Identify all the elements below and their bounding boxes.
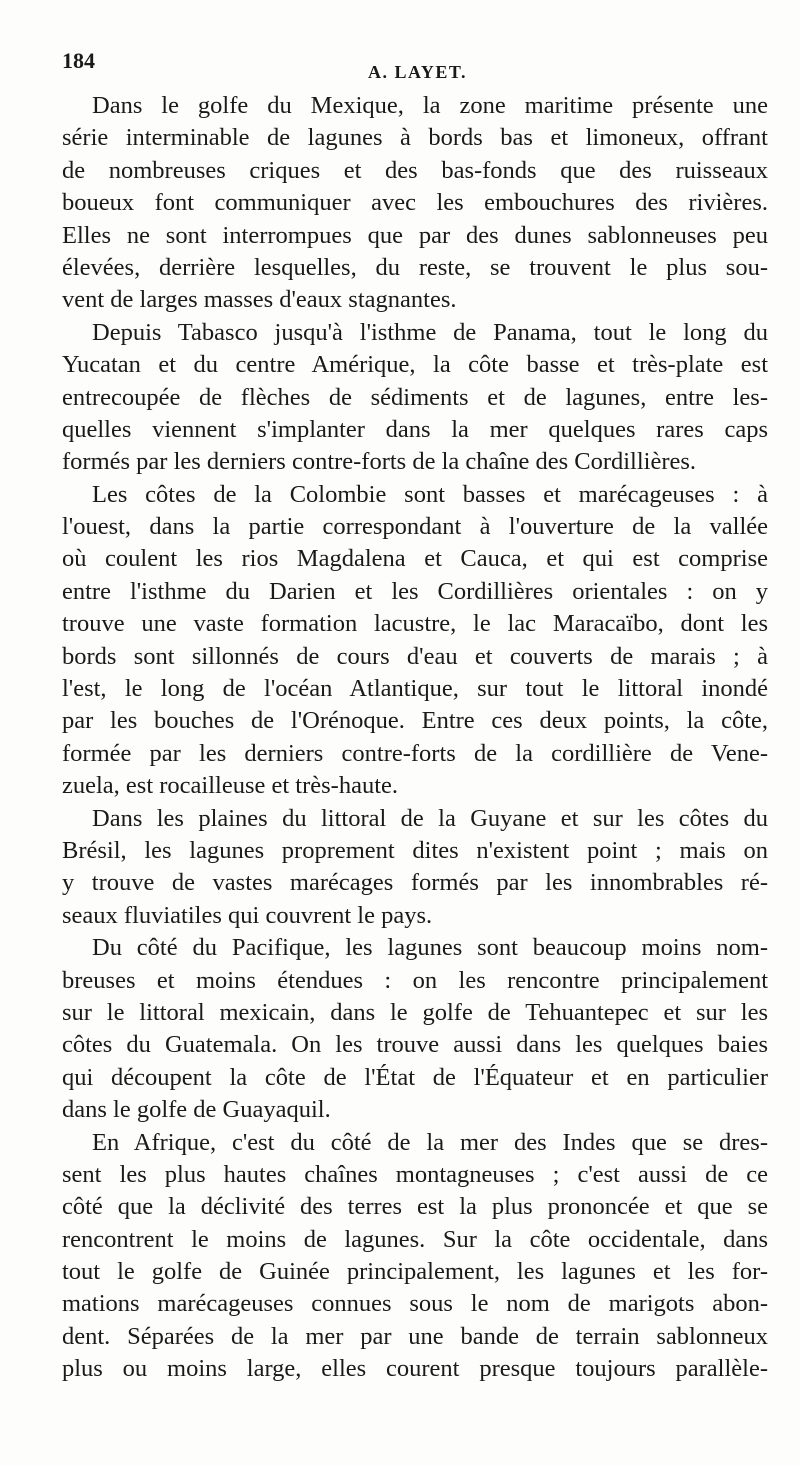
text-line: de nombreuses criques et des bas-fonds que des ruisseaux — [62, 156, 768, 184]
text-line: entrecoupée de flèches de sédiments et de lagunes, entre les- — [62, 383, 768, 411]
text-line: série interminable de lagunes à bords bas et limoneux, offrant — [62, 124, 768, 152]
text-line: breuses et moins étendues : on les rencontre principalement — [62, 966, 768, 994]
text-line: sur le littoral mexicain, dans le golfe de Tehuantepec et sur les — [62, 998, 768, 1026]
text-line: par les bouches de l'Orénoque. Entre ces deux points, la côte, — [62, 707, 768, 735]
text-line: Depuis Tabasco jusqu'à l'isthme de Panama, tout le long du — [92, 318, 768, 346]
text-line: bords sont sillonnés de cours d'eau et couverts de marais ; à — [62, 642, 768, 670]
text-line: côté que la déclivité des terres est la plus prononcée et que se — [62, 1193, 768, 1221]
text-line: tout le golfe de Guinée principalement, les lagunes et les for- — [62, 1258, 768, 1286]
body-text — [62, 90, 768, 1386]
text-line: élevées, derrière lesquelles, du reste, se trouvent le plus sou- — [62, 253, 768, 281]
text-line: où coulent les rios Magdalena et Cauca, et qui est comprise — [62, 545, 768, 573]
text-line: vent de larges masses d'eaux stagnantes. — [62, 286, 457, 314]
text-line: dent. Séparées de la mer par une bande de terrain sablonneux — [62, 1322, 768, 1350]
text-line: dans le golfe de Guayaquil. — [62, 1096, 331, 1124]
text-line: rencontrent le moins de lagunes. Sur la côte occidentale, dans — [62, 1225, 768, 1253]
text-line: y trouve de vastes marécages formés par les innombrables ré- — [62, 869, 768, 897]
text-line: Les côtes de la Colombie sont basses et marécageuses : à — [92, 480, 768, 508]
text-line: Dans le golfe du Mexique, la zone maritime présente une — [92, 92, 768, 119]
text-line: formés par les derniers contre-forts de la chaîne des Cordillières. — [62, 448, 697, 476]
text-line: sent les plus hautes chaînes montagneuses ; c'est aussi de ce — [62, 1160, 768, 1188]
text-line: En Afrique, c'est du côté de la mer des Indes que se dres- — [92, 1128, 768, 1156]
text-line: mations marécageuses connues sous le nom de marigots abon- — [62, 1290, 768, 1318]
text-line: entre l'isthme du Darien et les Cordillières orientales : on y — [62, 577, 768, 605]
text-line: trouve une vaste formation lacustre, le lac Maracaïbo, dont les — [62, 610, 768, 638]
text-line: formée par les derniers contre-forts de la cordillière de Vene- — [62, 739, 768, 767]
text-line: zuela, est rocailleuse et très-haute. — [62, 772, 399, 800]
text-line: Brésil, les lagunes proprement dites n'existent point ; mais on — [62, 836, 768, 864]
running-head — [62, 48, 768, 82]
page-number: 184 — [62, 48, 95, 73]
text-line: Du côté du Pacifique, les lagunes sont beaucoup moins nom- — [92, 934, 768, 962]
running-head-author: A. LAYET. — [368, 62, 468, 82]
text-line: l'ouest, dans la partie correspondant à l'ouverture de la vallée — [62, 513, 768, 541]
text-line: Dans les plaines du littoral de la Guyane et sur les côtes du — [92, 804, 768, 832]
text-line: côtes du Guatemala. On les trouve aussi dans les quelques baies — [62, 1031, 768, 1059]
text-line: boueux font communiquer avec les embouchures des rivières. — [62, 189, 768, 217]
text-line: Elles ne sont interrompues que par des dunes sablonneuses peu — [62, 221, 768, 249]
text-line: quelles viennent s'implanter dans la mer quelques rares caps — [62, 415, 768, 443]
text-line: qui découpent la côte de l'État de l'Équateur et en particulier — [62, 1063, 768, 1091]
text-line: l'est, le long de l'océan Atlantique, sur tout le littoral inondé — [62, 675, 768, 703]
text-line: seaux fluviatiles qui couvrent le pays. — [62, 901, 433, 929]
text-line: plus ou moins large, elles courent presque toujours parallèle- — [62, 1355, 768, 1383]
text-line: Yucatan et du centre Amérique, la côte basse et très-plate est — [62, 351, 768, 379]
